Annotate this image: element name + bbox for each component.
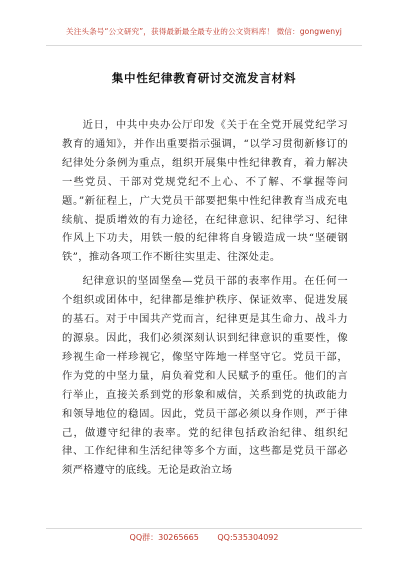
footer-contact <box>0 532 408 543</box>
footer-qq-group: QQ群：30265665 <box>129 533 199 542</box>
header-banner: 关注头条号“公文研究”，获得最新最全最专业的公文资料库！ 微信：gongwenyj <box>66 27 342 36</box>
paragraph-1: 近日，中共中央办公厅印发《关于在全党开展党纪学习教育的通知》，并作出重要指示强调，“以学习贯彻新修订的纪律处分条例为重点，组织开展集中性纪律教育，着力解决一些党员、干部对党规党纪不上心、不了解、不掌握等问题。”新征程上，广大党员干部要把集中性纪律教育当成充电续航、提质增效的有力途径，在纪律意识、纪律学习、纪律作风上下功夫，用铁一般的纪律将自身锻造成一块“坚硬钢铁”，推动各项工作不断往实里走、往深处走。 <box>62 119 348 264</box>
footer-divider <box>46 528 362 529</box>
paragraph-2: 纪律意识的坚固堡垒—党员干部的表率作用。在任何一个组织或团体中，纪律都是维护秩序、保证效率、促进发展的基石。对于中国共产党而言，纪律更是其生命力、战斗力的源泉。因此，我们必须深刻认识到纪律意识的重要性，像珍视生命一样珍视它，像坚守阵地一样坚守它。党员干部，作为党的中坚力量，肩负着党和人民赋予的重任。他们的言行举止，直接关系到党的形象和威信，关系到党的执政能力和领导地位的稳固。因此，党员干部必须以身作则，严于律己，做遵守纪律的表率。党的纪律包括政治纪律、组织纪律、工作纪律和生活纪律等多个方面，这些都是党员干部必须严格遵守的底线。无论是政治立场 <box>62 275 348 477</box>
footer-qq: QQ:535304092 <box>217 533 279 542</box>
document-title: 集中性纪律教育研讨交流发言材料 <box>111 71 297 85</box>
document-body <box>62 116 348 485</box>
header-divider <box>46 45 362 46</box>
